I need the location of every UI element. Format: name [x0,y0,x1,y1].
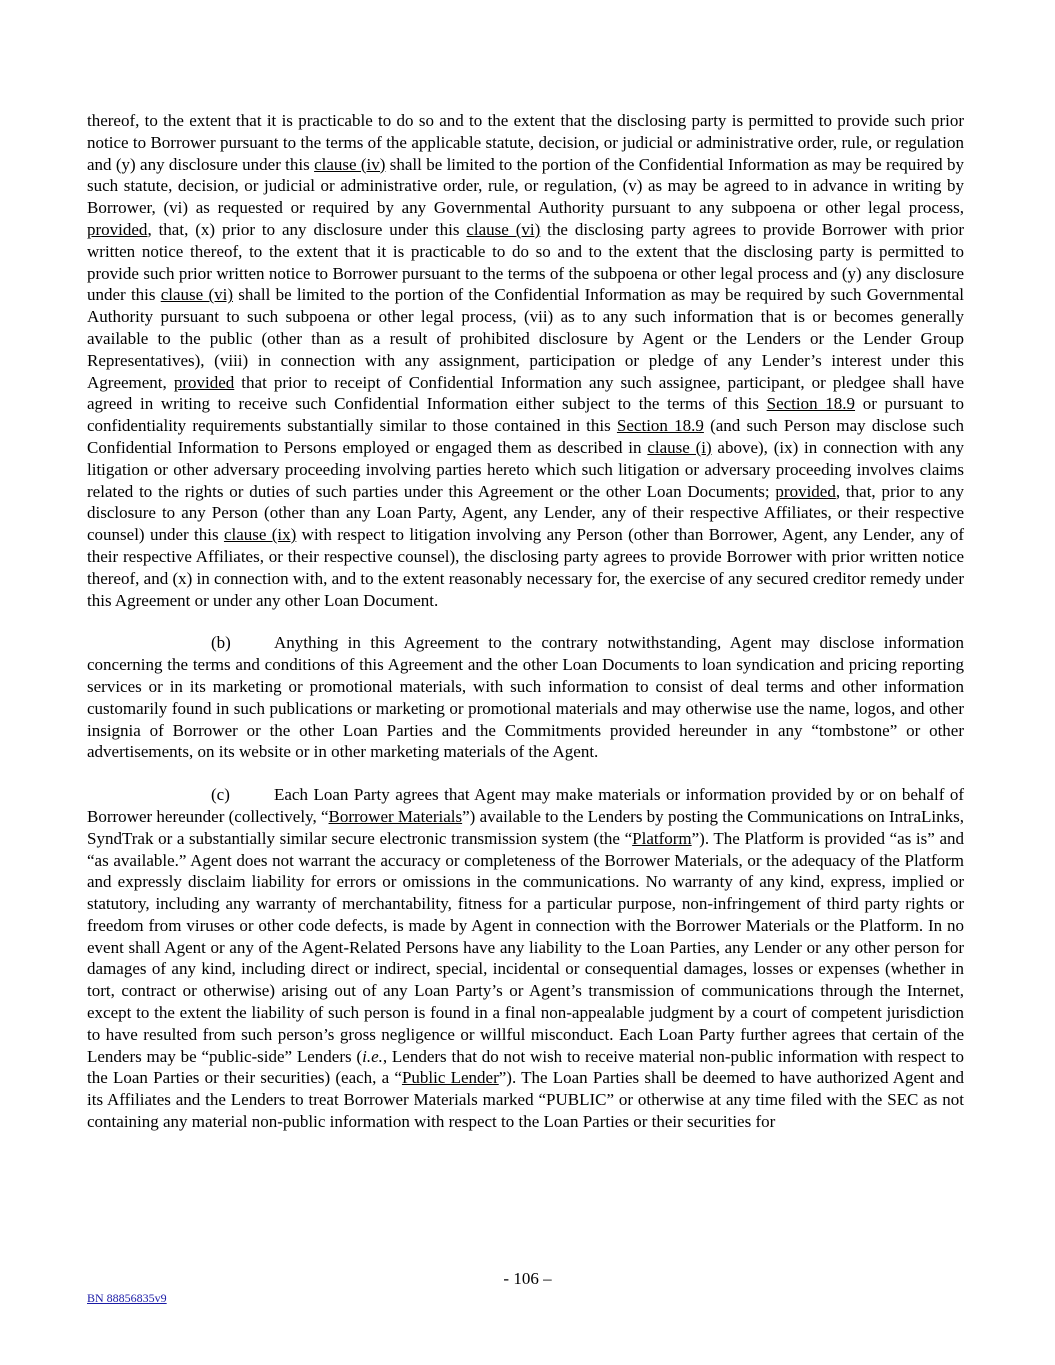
paragraph-text: that prior to receipt of Confidential Information any such assignee, participant, or pledgee shall have agreed in writing to receive such Confidential Information either subject to the terms of this [87,372,964,414]
clause-reference: clause (i) [647,437,712,457]
paragraph-text: above), (ix) in connection with any litigation or other adversary proceeding involving parties hereto which such litigation or adversary proceeding involves claims related to the rights or duties of such parties under this Agreement or the other Loan Documents; [87,437,964,501]
paragraph-text: ”). The Platform is provided “as is” and “as available.” Agent does not warrant the accuracy or completeness of the Borrower Materials, or the adequacy of the Platform and expressly disclaim liability for errors or omissions in the communications. No warranty of any kind, express, implied or statutory, including any warranty of merchantability, fitness for a particular purpose, non-infringement of third party rights or freedom from viruses or other code defects, is made by Agent in connection with the Borrower Materials or the Platform. In no event shall Agent or any of the Agent-Related Persons have any liability to the Loan Parties, any Lender or any other person for damages of any kind, including direct or indirect, special, incidental or consequential damages, losses or expenses (whether in tort, contract or otherwise) arising out of any Loan Party’s or Agent’s transmission of communications through the Internet, except to the extent the liability of such person is found in a final non-appealable judgment by a court of competent jurisdiction to have resulted from such person’s gross negligence or willful misconduct. Each Loan Party further agrees that certain of the Lenders may be “public-side” Lenders ( [87,828,964,1066]
clause-reference: clause (iv) [314,154,386,174]
paragraph-text: with respect to litigation involving any Person (other than Borrower, Agent, any Lender, any of their respective Affiliates, or their respective counsel), the disclosing party agrees to provide Borrower with prior written notice thereof, and (x) in connection with, and to the extent reasonably necessary for, the exercise of any secured creditor remedy under this Agreement or under any other Loan Document. [87,525,965,610]
clause-reference: clause (ix) [223,525,297,545]
provided-term: provided [173,372,235,392]
paragraph-text: shall be limited to the portion of the Confidential Information as may be required by such statute, decision, or judicial or administrative order, rule, or regulation, (v) as may be agreed to in advance in writing by Borrower, (vi) as requested or required by any Governmental Authority pursuant to any subpoena or other legal process, [87,154,964,218]
paragraph-text: ”) available to the Lenders by posting the Communications on IntraLinks, SyndTrak or a substantially similar secure electronic transmission system (the “ [87,806,965,848]
paragraph-text: thereof, to the extent that it is practicable to do so and to the extent that the disclosing party is permitted to provide such prior notice to Borrower pursuant to the terms of the applicable statute, decision, or judicial or administrative order, rule, or regulation and (y) any disclosure under this [87,111,964,174]
paragraph-a-continuation [87,110,964,611]
document-id-link[interactable]: BN 88856835v9 [87,1291,167,1305]
paragraph-text: (and such Person may disclose such Confidential Information to Persons employed or engaged them as described in [87,416,965,457]
document-body [87,110,964,1133]
section-reference: Section 18.9 [766,394,856,414]
paragraph-label: (c) [211,785,230,805]
paragraph-label: (b) [211,633,231,653]
paragraph-text: Each Loan Party agrees that Agent may make materials or information provided by or on behalf of Borrower hereunder (collectively, “ [87,785,964,826]
defined-term: Public Lender [401,1068,499,1088]
provided-term: provided [87,219,148,239]
defined-term: Platform [632,828,692,848]
clause-reference: clause (vi) [160,285,233,305]
page-number: - 106 – [503,1269,552,1288]
paragraph-text: or pursuant to confidentiality requirements substantially similar to those contained in this [87,394,964,436]
paragraph-text: , that, (x) prior to any disclosure under this [147,219,467,239]
defined-term: Borrower Materials [328,806,463,826]
italic-abbreviation: i.e. [362,1046,383,1066]
clause-reference: clause (vi) [466,219,541,239]
provided-term: provided [775,481,836,501]
paragraph-text: Anything in this Agreement to the contrary notwithstanding, Agent may disclose information concerning the terms and conditions of this Agreement and the other Loan Documents to loan syndication and pricing reporting services or in its marketing or promotional materials, with such information to consist of deal terms and other information customarily found in such publications or marketing or promotional materials and may otherwise use the name, logos, and other insignia of Borrower or the other Loan Parties and the Commitments provided hereunder in any “tombstone” or other advertisements, on its website or in other marketing materials of the Agent. [87,633,964,762]
paragraph-text: the disclosing party agrees to provide Borrower with prior written notice thereof, to the extent that it is practicable to do so and to the extent that the disclosing party is permitted to provide such prior written notice to Borrower pursuant to the terms of the subpoena or other legal process and (y) any disclosure under this [87,219,964,305]
paragraph-text: , that, prior to any disclosure to any Person (other than any Loan Party, Agent, any Lender, any of their respective Affiliates, or their respective counsel) under this [87,481,965,545]
paragraph-b [87,632,964,763]
section-reference: Section 18.9 [616,416,704,436]
paragraph-text: ”). The Loan Parties shall be deemed to have authorized Agent and its Affiliates and the Lenders to treat Borrower Materials marked “PUBLIC” or otherwise at any time filed with the SEC as not containing any material non-public information with respect to the Loan Parties or their securities for [87,1068,965,1132]
paragraph-text: , Lenders that do not wish to receive material non-public information with respect to the Loan Parties or their securities) (each, a “ [87,1046,965,1088]
paragraph-c [87,784,964,1133]
paragraph-text: shall be limited to the portion of the Confidential Information as may be required by such Governmental Authority pursuant to such subpoena or other legal process, (vii) as to any such information that is or becomes generally available to the public (other than as a result of prohibited disclosure by Agent or the Lenders or the Lender Group Representatives), (viii) in connection with any assignment, participation or pledge of any Lender’s interest under this Agreement, [87,285,964,392]
